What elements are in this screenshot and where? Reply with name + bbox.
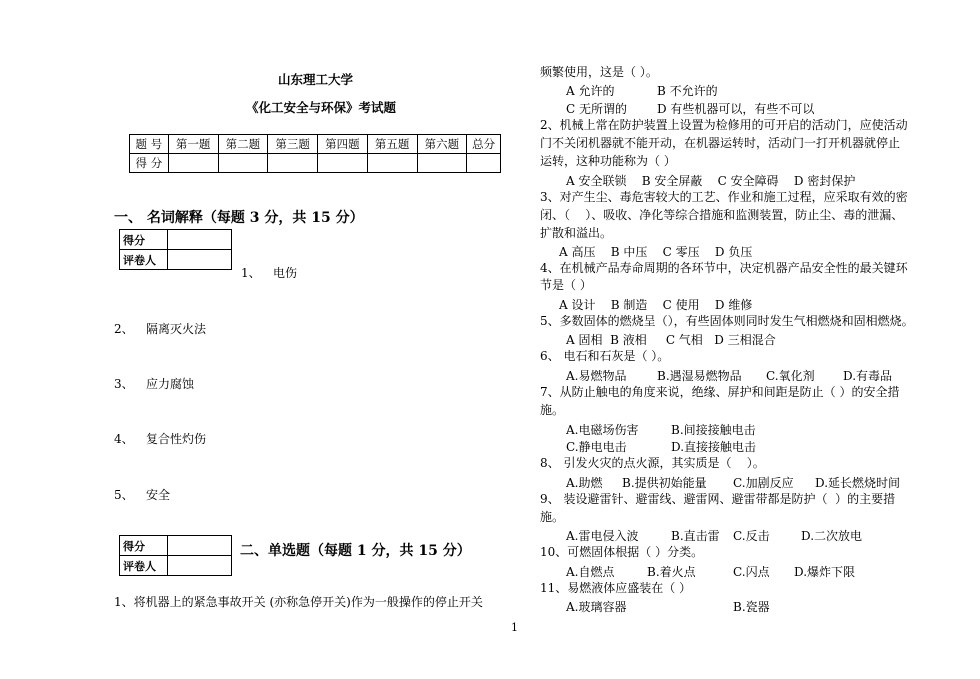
- table-cell: 第六题: [417, 135, 467, 154]
- grader-label: 评卷人: [120, 556, 168, 576]
- option: D.有毒品: [843, 369, 893, 383]
- option: C.氧化剂: [766, 369, 815, 383]
- option: C.反击: [733, 529, 770, 543]
- option: A.电磁场伤害: [566, 423, 639, 437]
- score-entry[interactable]: [168, 536, 232, 556]
- option: C 无所谓的: [566, 102, 627, 116]
- term-text: 复合性灼伤: [146, 432, 207, 446]
- option: C.闪点: [733, 565, 770, 579]
- term-text: 隔离灭火法: [146, 322, 207, 336]
- question-text: 1、将机器上的紧急事故开关 (亦称急停开关)作为一般操作的停止开关: [114, 595, 483, 609]
- option: D.延长燃烧时间: [815, 476, 901, 490]
- term-text: 安全: [146, 488, 171, 502]
- question-text: 闭、（ ）、吸收、净化等综合措施和监测装置，防止尘、毒的泄漏、: [540, 208, 904, 222]
- score-table: [129, 134, 501, 173]
- option: B.瓷器: [733, 600, 770, 614]
- term-number: 1、: [241, 266, 261, 280]
- option: A.自燃点: [566, 565, 615, 579]
- option-row: A 固相 B 液相 C 气相 D 三相混合: [566, 333, 776, 347]
- option: C.静电电击: [566, 440, 627, 454]
- table-cell[interactable]: [318, 154, 368, 173]
- grader-entry[interactable]: [168, 556, 232, 576]
- question-text: 8、 引发火灾的点火源，其实质是（ ）。: [540, 456, 765, 470]
- question-text: 10、可燃固体根据（ ）分类。: [540, 545, 704, 559]
- table-cell[interactable]: [168, 154, 218, 173]
- option: D.直接接触电击: [671, 440, 757, 454]
- option: D.二次放电: [801, 529, 863, 543]
- term-text: 应力腐蚀: [146, 377, 195, 391]
- table-cell[interactable]: [367, 154, 417, 173]
- table-cell[interactable]: [268, 154, 318, 173]
- table-cell[interactable]: [467, 154, 501, 173]
- option: A.雷电侵入波: [566, 529, 639, 543]
- table-cell: 题 号: [130, 135, 169, 154]
- section1-grader-box: [119, 229, 232, 270]
- table-cell[interactable]: [417, 154, 467, 173]
- table-cell: 第五题: [367, 135, 417, 154]
- score-entry[interactable]: [168, 230, 232, 250]
- table-cell: 第一题: [168, 135, 218, 154]
- question-text: 施。: [540, 510, 565, 524]
- question-text: 门不关闭机器就不能开动，在机器运转时，活动门一打开机器就停止: [540, 136, 901, 150]
- table-cell[interactable]: [218, 154, 268, 173]
- score-label: 得分: [120, 536, 168, 556]
- section2-grader-box: [119, 535, 232, 576]
- question-text: 运转，这种功能称为（ ）: [540, 154, 676, 168]
- question-text: 2、机械上常在防护装置上设置为检修用的可开启的活动门，应使活动: [540, 118, 908, 132]
- term-number: 2、: [114, 322, 134, 336]
- score-table-header-row: [130, 135, 501, 154]
- option: B.提供初始能量: [622, 476, 707, 490]
- option: B.着火点: [647, 565, 696, 579]
- score-table-score-row: [130, 154, 501, 173]
- section1-heading: 一、 名词解释（每题 3 分，共 15 分）: [114, 210, 364, 226]
- exam-title: 《化工安全与环保》考试题: [246, 100, 397, 115]
- option: D.爆炸下限: [794, 565, 856, 579]
- term-number: 4、: [114, 432, 134, 446]
- term-text: 电伤: [273, 266, 298, 280]
- question-text: 扩散和溢出。: [540, 226, 613, 240]
- question-text: 6、 电石和石灰是（ ）。: [540, 349, 670, 363]
- table-cell: 总分: [467, 135, 501, 154]
- table-cell: 第四题: [318, 135, 368, 154]
- question-text: 5、多数固体的燃烧呈（），有些固体则同时发生气相燃烧和固相燃烧。: [540, 314, 914, 328]
- option: B 不允许的: [657, 84, 718, 98]
- page-number: 1: [511, 621, 518, 634]
- question-text: 11、易燃液体应盛装在（ ）: [540, 581, 692, 595]
- question-text: 施。: [540, 403, 565, 417]
- score-label: 得分: [120, 230, 168, 250]
- question-text: 节是（ ）: [540, 278, 592, 292]
- question-text: 4、在机械产品寿命周期的各环节中，决定机器产品安全性的最关键环: [540, 261, 908, 275]
- option: B.直击雷: [671, 529, 720, 543]
- option-row: A 安全联锁 B 安全屏蔽 C 安全障碍 D 密封保护: [566, 174, 856, 188]
- option: D 有些机器可以，有些不可以: [657, 102, 815, 116]
- table-cell: 得 分: [130, 154, 169, 173]
- option: A.易燃物品: [566, 369, 627, 383]
- question-text: 9、 装设避雷针、避雷线、避雷网、避雷带都是防护（ ）的主要措: [540, 492, 896, 506]
- grader-label: 评卷人: [120, 250, 168, 270]
- table-cell: 第二题: [218, 135, 268, 154]
- term-number: 5、: [114, 488, 134, 502]
- question-text: 3、对产生尘、毒危害较大的工艺、作业和施工过程，应采取有效的密: [540, 190, 908, 204]
- question-text: 频繁使用，这是（ ）。: [540, 65, 658, 79]
- option: B.间接接触电击: [671, 423, 756, 437]
- option: C.加剧反应: [733, 476, 794, 490]
- option: A 允许的: [566, 84, 615, 98]
- table-cell: 第三题: [268, 135, 318, 154]
- question-text: 7、从防止触电的角度来说，绝缘、屏护和间距是防止（ ）的安全措: [540, 385, 900, 399]
- grader-entry[interactable]: [168, 250, 232, 270]
- option: B.遇湿易燃物品: [657, 369, 742, 383]
- option: A.助燃: [566, 476, 603, 490]
- option: A.玻璃容器: [566, 600, 627, 614]
- option-row: A 高压 B 中压 C 零压 D 负压: [559, 245, 753, 259]
- option-row: A 设计 B 制造 C 使用 D 维修: [559, 298, 753, 312]
- term-number: 3、: [114, 377, 134, 391]
- section2-heading: 二、单选题（每题 1 分，共 15 分）: [240, 543, 471, 559]
- university-name: 山东理工大学: [278, 72, 354, 87]
